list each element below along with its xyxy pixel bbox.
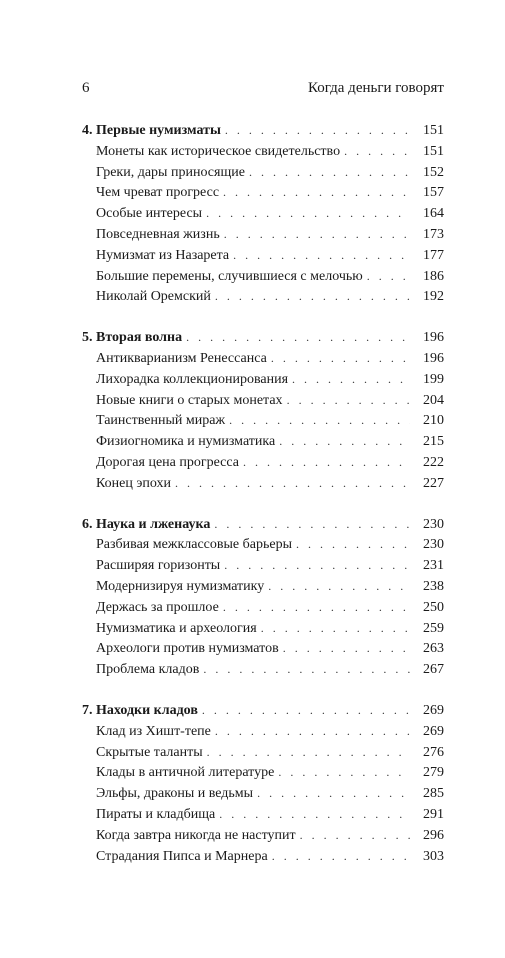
dot-leader — [271, 348, 410, 369]
section-page: 250 — [423, 599, 444, 615]
dot-leader — [249, 162, 410, 183]
dot-leader — [229, 410, 410, 431]
section-title: Монеты как историческое свидетельство — [96, 142, 344, 163]
dot-leader — [215, 286, 410, 307]
section-entry — [82, 783, 444, 804]
dot-leader — [233, 245, 410, 266]
chapter-title: 6. Наука и лженаука — [82, 515, 214, 536]
section-title: Клады в античной литературе — [96, 763, 278, 784]
section-title: Дорогая цена прогресса — [96, 453, 243, 474]
dot-leader — [223, 182, 410, 203]
section-entry — [82, 534, 444, 555]
section-page: 227 — [423, 475, 444, 491]
section-entry — [82, 203, 444, 224]
section-entry — [82, 390, 444, 411]
section-title: Конец эпохи — [96, 474, 175, 495]
book-title: Когда деньги говорят — [307, 80, 444, 96]
dot-leader — [261, 618, 410, 639]
section-title: Пираты и кладбища — [96, 805, 219, 826]
table-of-contents — [82, 120, 444, 886]
section-title: Эльфы, драконы и ведьмы — [96, 784, 257, 805]
dot-leader — [175, 473, 410, 494]
section-page: 269 — [423, 723, 444, 739]
chapter-page: 269 — [423, 702, 444, 718]
chapter-page: 230 — [423, 516, 444, 532]
dot-leader — [214, 514, 410, 535]
section-title: Проблема кладов — [96, 660, 203, 681]
section-page: 199 — [423, 371, 444, 387]
dot-leader — [203, 659, 410, 680]
section-title: Чем чреват прогресс — [96, 183, 223, 204]
section-page: 259 — [423, 620, 444, 636]
chapter-heading — [82, 120, 444, 141]
dot-leader — [206, 203, 410, 224]
chapter-title: 5. Вторая волна — [82, 328, 186, 349]
section-title: Археологи против нумизматов — [96, 639, 283, 660]
section-page: 263 — [423, 641, 444, 657]
section-entry — [82, 762, 444, 783]
section-entry — [82, 618, 444, 639]
section-entry — [82, 431, 444, 452]
section-entry — [82, 555, 444, 576]
section-entry — [82, 224, 444, 245]
section-page: 238 — [423, 578, 444, 594]
chapter-heading — [82, 514, 444, 535]
section-page: 173 — [423, 226, 444, 242]
section-page: 192 — [423, 289, 444, 305]
dot-leader — [367, 266, 410, 287]
section-title: Физиогномика и нумизматика — [96, 432, 279, 453]
chapter-heading — [82, 700, 444, 721]
dot-leader — [278, 762, 410, 783]
section-title: Лихорадка коллекционирования — [96, 370, 292, 391]
section-title: Разбивая межклассовые барьеры — [96, 535, 296, 556]
running-head — [82, 78, 444, 98]
section-page: 279 — [423, 765, 444, 781]
section-page: 303 — [423, 848, 444, 864]
section-entry — [82, 141, 444, 162]
section-title: Новые книги о старых монетах — [96, 391, 287, 412]
section-page: 215 — [423, 434, 444, 450]
section-title: Скрытые таланты — [96, 743, 207, 764]
section-page: 222 — [423, 454, 444, 470]
section-page: 267 — [423, 662, 444, 678]
section-title: Модернизируя нумизматику — [96, 577, 268, 598]
section-page: 296 — [423, 827, 444, 843]
section-entry — [82, 452, 444, 473]
chapter-heading — [82, 327, 444, 348]
section-entry — [82, 348, 444, 369]
dot-leader — [243, 452, 410, 473]
dot-leader — [279, 431, 410, 452]
dot-leader — [225, 120, 410, 141]
section-title: Особые интересы — [96, 204, 206, 225]
dot-leader — [344, 141, 410, 162]
section-title: Нумизматика и археология — [96, 619, 261, 640]
section-title: Страдания Пипса и Марнера — [96, 847, 272, 868]
section-page: 276 — [423, 744, 444, 760]
section-entry — [82, 266, 444, 287]
dot-leader — [283, 638, 410, 659]
chapter-page: 196 — [423, 330, 444, 346]
section-entry — [82, 638, 444, 659]
dot-leader — [202, 700, 410, 721]
chapter-title: 4. Первые нумизматы — [82, 121, 225, 142]
section-title: Нумизмат из Назарета — [96, 246, 233, 267]
dot-leader — [186, 327, 410, 348]
section-entry — [82, 721, 444, 742]
section-page: 164 — [423, 206, 444, 222]
section-title: Антикварианизм Ренессанса — [96, 349, 271, 370]
section-page: 204 — [423, 392, 444, 408]
page-number: 6 — [82, 80, 90, 96]
section-entry — [82, 597, 444, 618]
section-title: Когда завтра никогда не наступит — [96, 826, 300, 847]
section-entry — [82, 162, 444, 183]
dot-leader — [257, 783, 410, 804]
dot-leader — [296, 534, 410, 555]
section-entry — [82, 576, 444, 597]
section-title: Таинственный мираж — [96, 411, 229, 432]
toc-chapter — [82, 120, 444, 307]
section-entry — [82, 742, 444, 763]
section-title: Большие перемены, случившиеся с мелочью — [96, 267, 367, 288]
section-page: 285 — [423, 786, 444, 802]
section-page: 291 — [423, 806, 444, 822]
section-page: 230 — [423, 537, 444, 553]
section-entry — [82, 846, 444, 867]
section-entry — [82, 286, 444, 307]
section-title: Николай Оремский — [96, 287, 215, 308]
toc-chapter — [82, 700, 444, 866]
section-page: 196 — [423, 350, 444, 366]
section-title: Держась за прошлое — [96, 598, 223, 619]
section-page: 210 — [423, 413, 444, 429]
toc-chapter — [82, 514, 444, 680]
section-title: Клад из Хишт-тепе — [96, 722, 215, 743]
dot-leader — [287, 390, 410, 411]
section-entry — [82, 473, 444, 494]
chapter-title: 7. Находки кладов — [82, 701, 202, 722]
dot-leader — [300, 825, 410, 846]
dot-leader — [224, 555, 410, 576]
section-entry — [82, 369, 444, 390]
section-title: Расширяя горизонты — [96, 556, 224, 577]
dot-leader — [219, 804, 410, 825]
section-entry — [82, 245, 444, 266]
dot-leader — [292, 369, 410, 390]
section-page: 186 — [423, 268, 444, 284]
dot-leader — [224, 224, 410, 245]
dot-leader — [268, 576, 410, 597]
section-title: Повседневная жизнь — [96, 225, 224, 246]
chapter-page: 151 — [423, 123, 444, 138]
section-page: 177 — [423, 247, 444, 263]
section-title: Греки, дары приносящие — [96, 163, 249, 184]
dot-leader — [223, 597, 410, 618]
section-entry — [82, 825, 444, 846]
section-page: 152 — [423, 164, 444, 180]
section-page: 157 — [423, 185, 444, 201]
section-entry — [82, 804, 444, 825]
toc-chapter — [82, 327, 444, 493]
section-entry — [82, 182, 444, 203]
section-page: 231 — [423, 558, 444, 574]
dot-leader — [272, 846, 410, 867]
dot-leader — [215, 721, 410, 742]
dot-leader — [207, 742, 410, 763]
section-entry — [82, 659, 444, 680]
section-entry — [82, 410, 444, 431]
section-page: 151 — [423, 143, 444, 159]
